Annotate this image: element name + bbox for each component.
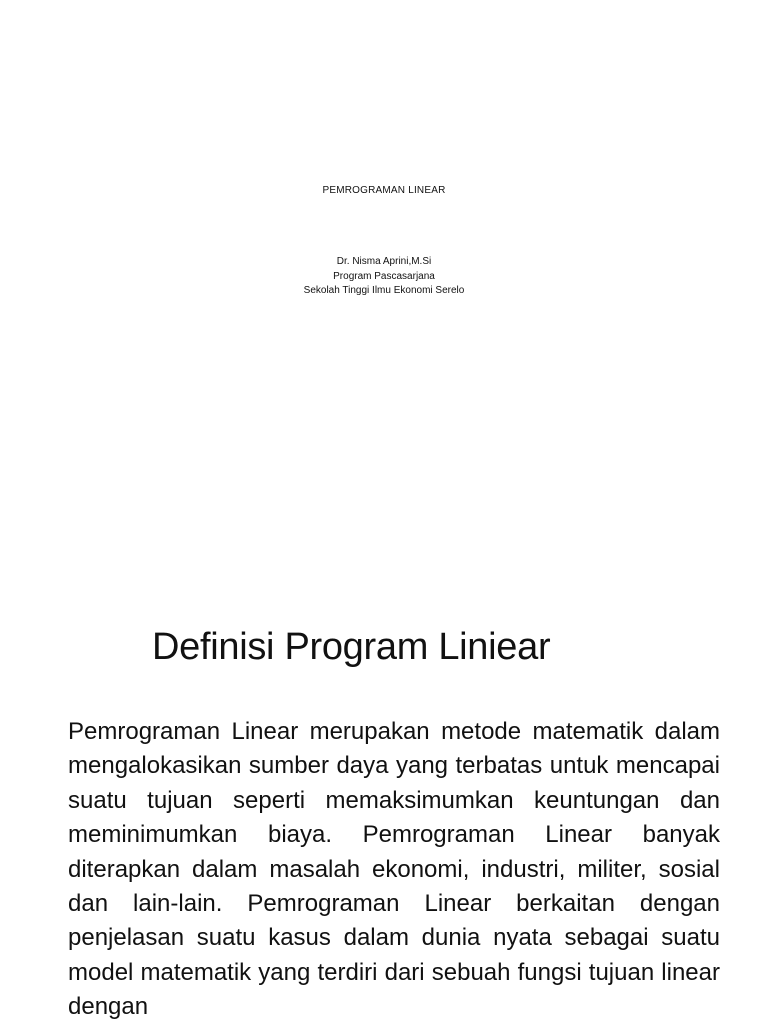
definition-body: Pemrograman Linear merupakan metode matematik dalam mengalokasikan sumber daya yang terbatas untuk mencapai suatu tujuan seperti memaksimumkan keuntungan dan meminimumkan biaya. Pemrograman Linear banyak diterapkan dalam masalah ekonomi, industri, militer, sosial dan lain-lain. Pemrograman Linear berkaitan dengan penjelasan suatu kasus dalam dunia nyata sebagai suatu model matematik yang terdiri dari sebuah fungsi tujuan linear dengan (68, 718, 720, 1021)
program-name: Program Pascasarjana (333, 270, 435, 282)
institution-name: Sekolah Tinggi Ilmu Ekonomi Serelo (303, 285, 465, 296)
definition-heading: Definisi Program Liniear (152, 626, 551, 668)
author-block (0, 255, 768, 299)
slide-title: PEMROGRAMAN LINEAR (322, 185, 446, 196)
definition-slide (0, 600, 768, 1024)
author-name: Dr. Nisma Aprini,M.Si (336, 256, 432, 267)
